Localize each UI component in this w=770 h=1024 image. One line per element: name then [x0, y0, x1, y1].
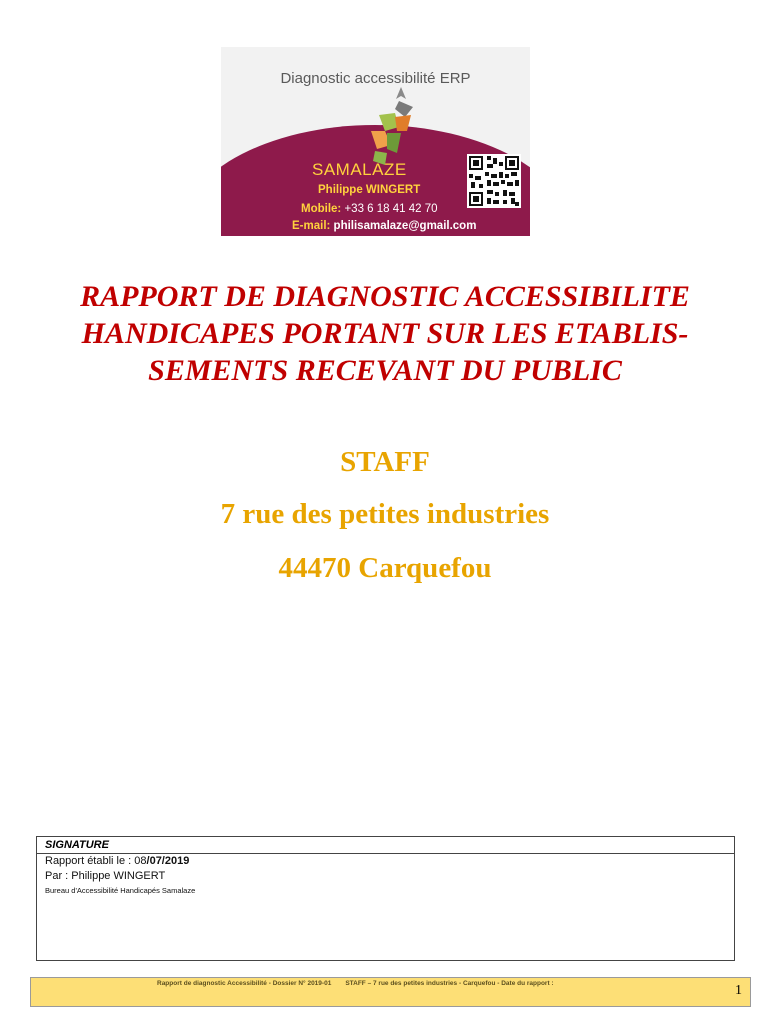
report-date-value: /07/2019	[146, 855, 190, 867]
arrow-bird-icon	[361, 87, 421, 165]
client-street: 7 rue des petites industries	[220, 498, 550, 530]
logo-mobile	[301, 203, 438, 215]
report-office: Bureau d'Accessibilité Handicapés Samalaze	[45, 886, 196, 895]
report-date	[37, 854, 734, 869]
client-name: STAFF	[340, 446, 430, 478]
report-title-line-2: HANDICAPES PORTANT SUR LES ETABLIS-	[81, 317, 689, 350]
logo-email	[292, 220, 476, 232]
report-title	[20, 278, 750, 389]
client-city: 44470 Carquefou	[278, 552, 492, 584]
page-footer	[30, 977, 751, 1007]
signature-heading: SIGNATURE	[37, 837, 734, 854]
qr-code-icon	[467, 154, 521, 208]
logo-person-name: Philippe WINGERT	[318, 184, 421, 196]
footer-right-text: STAFF – 7 rue des petites industries - Carquefou - Date du rapport :	[345, 980, 554, 987]
logo-brand: SAMALAZE	[312, 160, 407, 179]
company-logo	[221, 47, 530, 236]
footer-left-text: Rapport de diagnostic Accessibilité - Dossier N° 2019-01	[157, 980, 332, 987]
report-title-line-3: SEMENTS RECEVANT DU PUBLIC	[148, 354, 622, 387]
logo-email-label: E-mail:	[292, 220, 331, 232]
logo-mobile-label: Mobile:	[301, 203, 342, 215]
report-author: Par : Philippe WINGERT	[45, 870, 166, 882]
report-title-line-1: RAPPORT DE DIAGNOSTIC ACCESSIBILITE	[80, 280, 690, 313]
logo-mobile-value: +33 6 18 41 42 70	[344, 203, 438, 215]
report-date-label: Rapport établi le : 08	[45, 855, 147, 867]
footer-text	[157, 980, 554, 987]
logo-title: Diagnostic accessibilité ERP	[280, 70, 471, 87]
signature-box	[36, 836, 735, 961]
page-number: 1	[735, 983, 742, 998]
logo-email-value: philisamalaze@gmail.com	[333, 220, 477, 232]
